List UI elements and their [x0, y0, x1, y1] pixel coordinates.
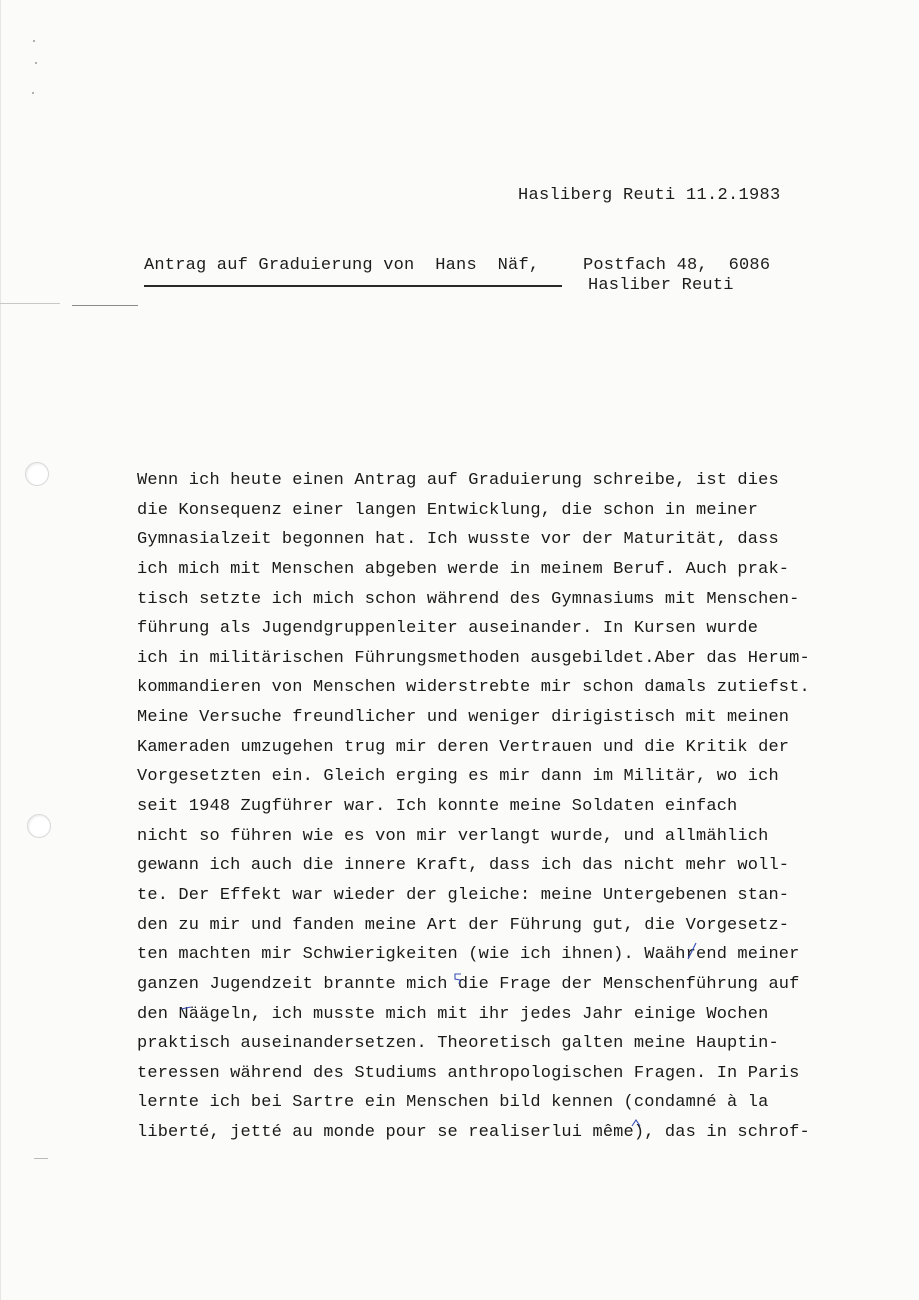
- body-line: ten machten mir Schwierigkeiten (wie ich ihnen). Waährend meiner: [137, 945, 800, 965]
- body-line: Meine Versuche freundlicher und weniger dirigistisch mit meinen: [137, 708, 790, 728]
- handwritten-correction-mark: [685, 942, 699, 960]
- page-edge: [0, 0, 1, 1300]
- body-line: tisch setzte ich mich schon während des Gymnasiums mit Menschen-: [137, 589, 800, 609]
- body-line: den zu mir und fanden meine Art der Führung gut, die Vorgesetz-: [137, 915, 790, 935]
- body-line: nicht so führen wie es von mir verlangt wurde, und allmählich: [137, 826, 769, 846]
- body-line: praktisch auseinandersetzen. Theoretisch galten meine Hauptin-: [137, 1034, 779, 1054]
- handwritten-strike-mark: [180, 1003, 192, 1013]
- body-line: Vorgesetzten ein. Gleich erging es mir dann im Militär, wo ich: [137, 767, 779, 787]
- punch-hole: [27, 814, 51, 838]
- margin-rule: [72, 305, 138, 306]
- handwritten-correction-mark: [452, 972, 464, 986]
- letter-body: [137, 466, 857, 1148]
- punch-hole: [25, 462, 49, 486]
- body-line: ich mich mit Menschen abgeben werde in meinem Beruf. Auch prak-: [137, 559, 790, 579]
- body-line: ich in militärischen Führungsmethoden ausgebildet.Aber das Herum-: [137, 648, 810, 668]
- body-line: teressen während des Studiums anthropologischen Fragen. In Paris: [137, 1063, 800, 1083]
- address-line-2: Hasliber Reuti: [588, 276, 734, 295]
- address-line-1: Postfach 48, 6086: [583, 256, 771, 275]
- pencil-mark: [35, 62, 37, 64]
- body-line: Gymnasialzeit begonnen hat. Ich wusste vor der Maturität, dass: [137, 530, 779, 550]
- body-line: kommandieren von Menschen widerstrebte mir schon damals zutiefst.: [137, 678, 810, 698]
- body-line: te. Der Effekt war wieder der gleiche: meine Untergebenen stan-: [137, 885, 790, 905]
- pencil-mark: [33, 40, 35, 42]
- body-line: Wenn ich heute einen Antrag auf Graduierung schreibe, ist dies: [137, 471, 779, 490]
- handwritten-accent-mark: [630, 1118, 642, 1128]
- body-line: gewann ich auch die innere Kraft, dass ich das nicht mehr woll-: [137, 856, 790, 876]
- body-line: führung als Jugendgruppenleiter auseinander. In Kursen wurde: [137, 619, 759, 639]
- body-line: seit 1948 Zugführer war. Ich konnte meine Soldaten einfach: [137, 797, 738, 817]
- margin-rule: [34, 1158, 48, 1159]
- date-line: Hasliberg Reuti 11.2.1983: [518, 186, 781, 205]
- body-line: liberté, jetté au monde pour se realiserlui même), das in schrof-: [137, 1123, 810, 1143]
- body-line: den Näägeln, ich musste mich mit ihr jedes Jahr einige Wochen: [137, 1004, 769, 1024]
- pencil-mark: [32, 92, 34, 94]
- body-line: die Konsequenz einer langen Entwicklung, die schon in meiner: [137, 500, 759, 520]
- heading-underline: [144, 285, 562, 287]
- margin-rule: [0, 303, 60, 304]
- body-line: ganzen Jugendzeit brannte mich die Frage der Menschenführung auf: [137, 974, 800, 994]
- heading-subject: Antrag auf Graduierung von Hans Näf,: [144, 256, 540, 275]
- body-line: Kameraden umzugehen trug mir deren Vertrauen und die Kritik der: [137, 737, 790, 757]
- body-line: lernte ich bei Sartre ein Menschen bild kennen (condamné à la: [137, 1093, 769, 1113]
